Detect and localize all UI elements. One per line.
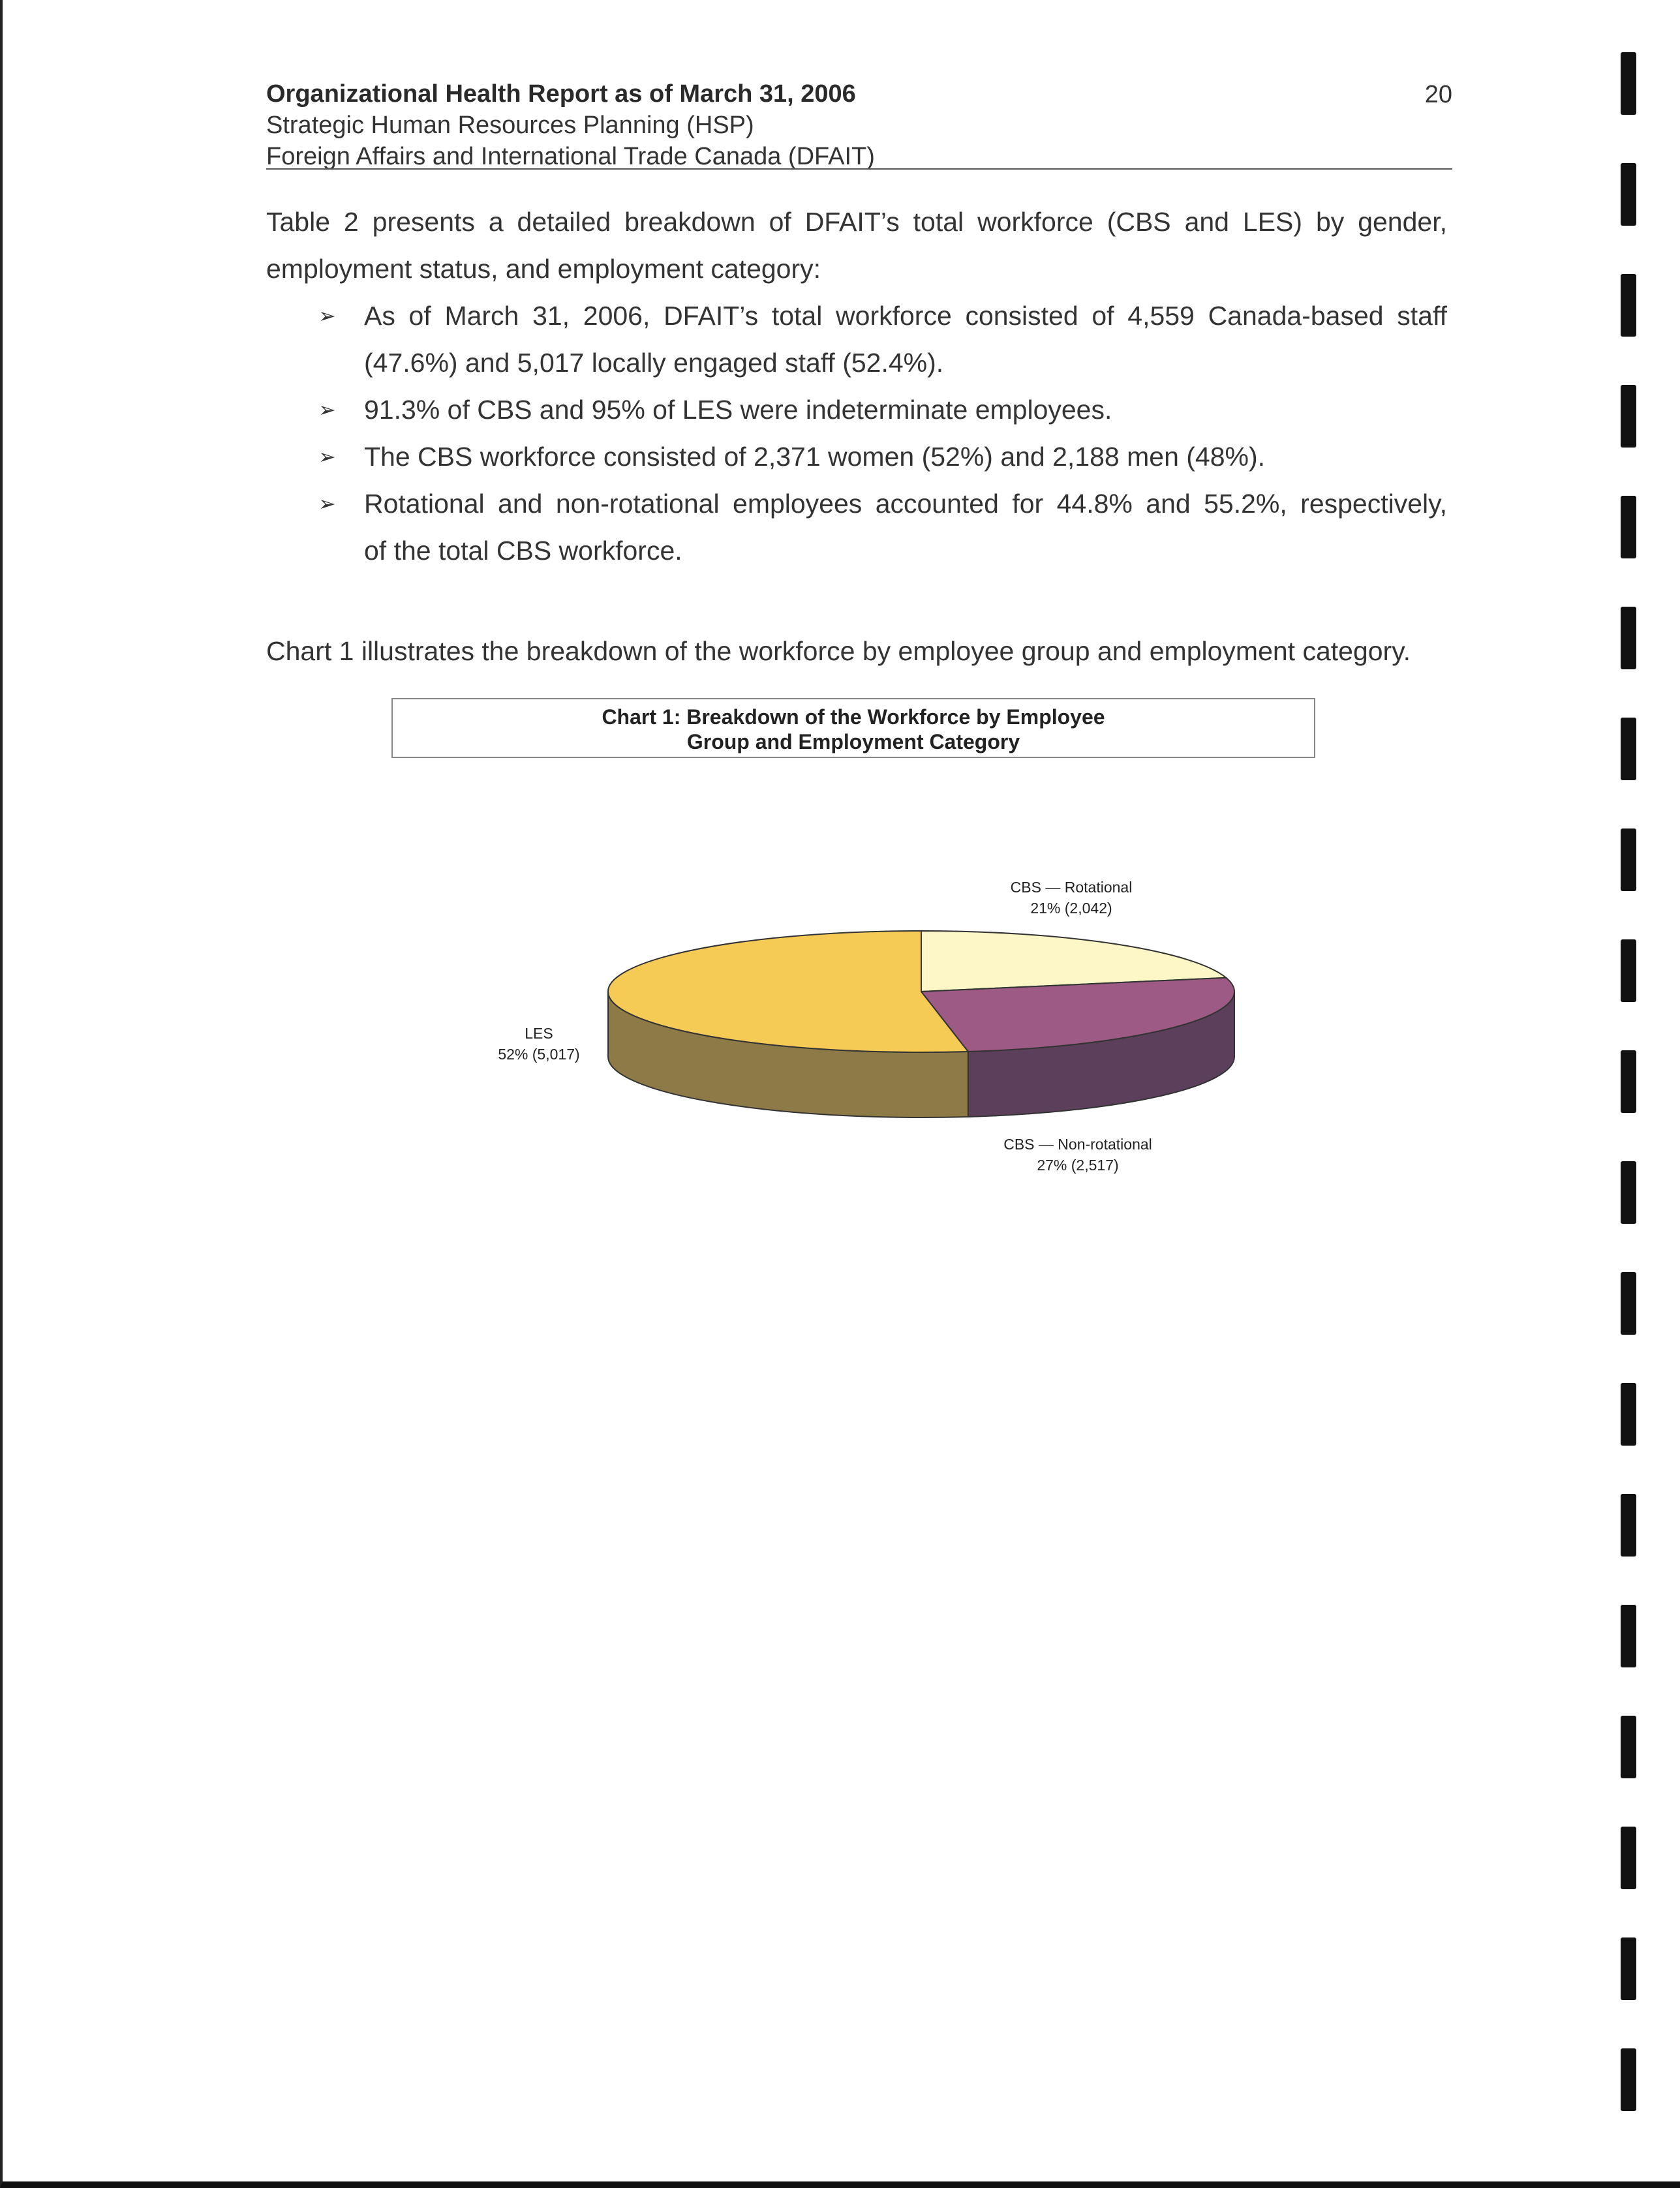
binding-hole — [1621, 1494, 1636, 1557]
pie-label-value: 52% (5,017) — [498, 1046, 580, 1063]
arrow-bullet-icon: ➢ — [318, 398, 336, 421]
binding-hole — [1621, 1161, 1636, 1224]
binding-hole — [1621, 1050, 1636, 1113]
binding-hole — [1621, 385, 1636, 448]
bullet-text: 91.3% of CBS and 95% of LES were indeterminate employees. — [364, 395, 1112, 425]
binding-hole — [1621, 2048, 1636, 2111]
bullet-text: of the total CBS workforce. — [364, 536, 682, 566]
arrow-bullet-icon: ➢ — [318, 304, 336, 327]
binding-hole — [1621, 163, 1636, 226]
pie-label-name: CBS — Rotational — [1010, 879, 1133, 896]
pie-label-name: CBS — Non-rotational — [1003, 1136, 1152, 1153]
binding-hole — [1621, 1827, 1636, 1889]
pie-label-value: 21% (2,042) — [1030, 900, 1112, 917]
binding-hole — [1621, 496, 1636, 558]
intro-line-1: Table 2 presents a detailed breakdown of DFAIT’s total workforce (CBS and LES) by gender, — [266, 207, 1447, 237]
report-subtitle: Strategic Human Resources Planning (HSP) — [266, 112, 754, 139]
department-name: Foreign Affairs and International Trade Canada (DFAIT) — [266, 143, 875, 170]
pie-label-value: 27% (2,517) — [1037, 1157, 1119, 1174]
binding-hole — [1621, 1605, 1636, 1667]
binding-hole — [1621, 828, 1636, 891]
chart-title-line-1: Chart 1: Breakdown of the Workforce by Employee — [602, 705, 1105, 729]
chart-intro-text: Chart 1 illustrates the breakdown of the workforce by employee group and employment category. — [266, 636, 1411, 666]
pie-label-name: LES — [525, 1025, 553, 1042]
bullet-text: The CBS workforce consisted of 2,371 women (52%) and 2,188 men (48%). — [364, 442, 1266, 472]
bullet-text: (47.6%) and 5,017 locally engaged staff (52.4%). — [364, 348, 944, 378]
binding-hole — [1621, 52, 1636, 115]
binding-hole — [1621, 274, 1636, 337]
arrow-bullet-icon: ➢ — [318, 445, 336, 468]
chart-title-line-2: Group and Employment Category — [686, 730, 1020, 753]
binding-hole — [1621, 607, 1636, 669]
binding-hole — [1621, 1383, 1636, 1446]
page-number: 20 — [1424, 81, 1452, 108]
binding-hole — [1621, 939, 1636, 1002]
report-title: Organizational Health Report as of March 31, 2006 — [266, 80, 856, 108]
binding-holes — [1608, 46, 1647, 2133]
binding-hole — [1621, 1716, 1636, 1778]
arrow-bullet-icon: ➢ — [318, 492, 336, 515]
binding-hole — [1621, 1937, 1636, 2000]
bullet-text: Rotational and non-rotational employees accounted for 44.8% and 55.2%, respectively, — [364, 489, 1447, 519]
bullet-text: As of March 31, 2006, DFAIT’s total workforce consisted of 4,559 Canada-based staff — [364, 301, 1447, 331]
intro-line-2: employment status, and employment category: — [266, 254, 821, 284]
binding-hole — [1621, 1272, 1636, 1335]
binding-hole — [1621, 718, 1636, 780]
